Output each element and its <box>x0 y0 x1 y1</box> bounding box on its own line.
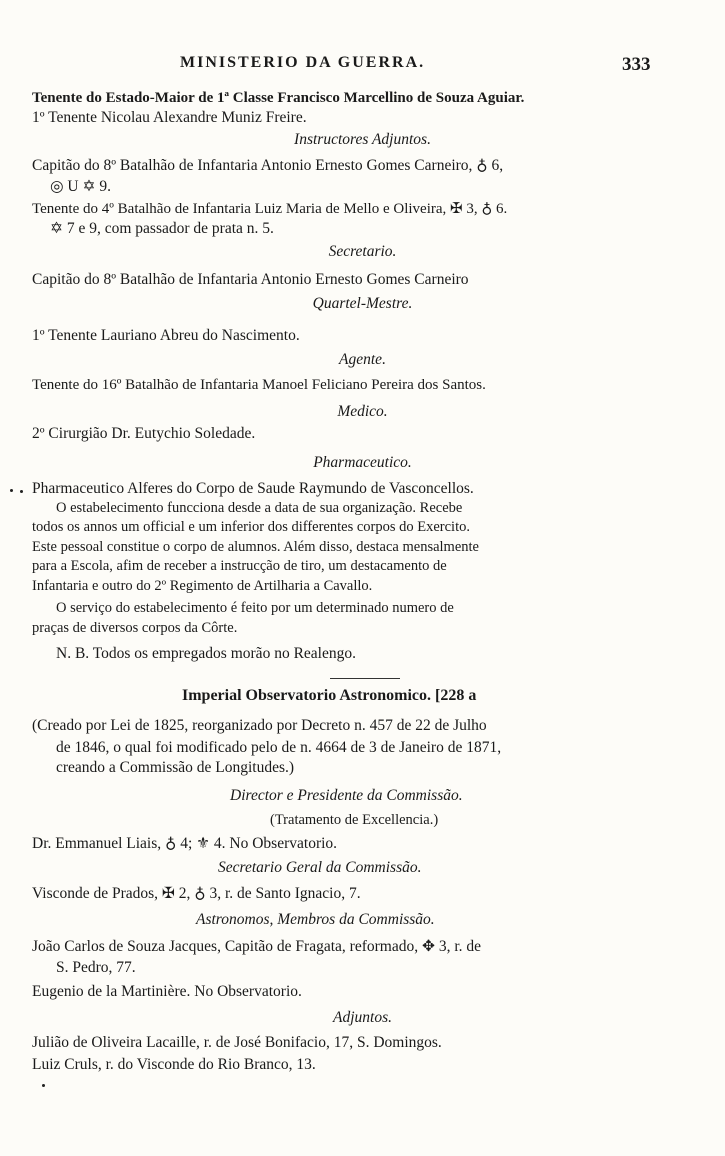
section-heading: Medico. <box>337 403 388 420</box>
section-heading: Adjuntos. <box>333 1009 392 1026</box>
ink-dot <box>20 490 23 493</box>
entry-text: de 1846, o qual foi modificado pelo de n. 4664 de 3 de Janeiro de 1871, <box>56 739 502 756</box>
entry-text: ✡ 7 e 9, com passador de prata n. 5. <box>50 220 274 237</box>
entry-text: S. Pedro, 77. <box>56 959 136 976</box>
page-number: 333 <box>622 54 651 75</box>
entry-text: Eugenio de la Martinière. No Observatorio. <box>32 983 302 1000</box>
section-heading: Instructores Adjuntos. <box>294 131 431 148</box>
section-heading: Director e Presidente da Commissão. <box>230 787 463 804</box>
paragraph-line: Este pessoal constitue o corpo de alumnos. Além disso, destaca mensalmente <box>32 539 479 555</box>
ink-dot <box>42 1084 45 1087</box>
nota-bene: N. B. Todos os empregados morão no Realengo. <box>56 645 356 662</box>
paragraph-line: todos os annos um official e um inferior dos differentes corpos do Exercito. <box>32 519 470 535</box>
entry-text: 2º Cirurgião Dr. Eutychio Soledade. <box>32 425 256 442</box>
section-heading: Secretario Geral da Commissão. <box>218 859 422 876</box>
entry-text: Luiz Cruls, r. do Visconde do Rio Branco, 13. <box>32 1056 316 1073</box>
section-heading: Astronomos, Membros da Commissão. <box>196 911 435 928</box>
entry-text: 1º Tenente Lauriano Abreu do Nascimento. <box>32 327 300 344</box>
ink-dot <box>10 489 13 492</box>
entry-text: 1º Tenente Nicolau Alexandre Muniz Freire. <box>32 109 307 126</box>
paragraph-line: O serviço do estabelecimento é feito por um determinado numero de <box>56 600 454 616</box>
entry-text: ◎ U ✡ 9. <box>50 178 111 195</box>
section-divider <box>330 678 400 679</box>
paragraph-line: O estabelecimento funcciona desde a data de sua organização. Recebe <box>56 500 463 516</box>
entry-text: Dr. Emmanuel Liais, ♁ 4; ⚜ 4. No Observatorio. <box>32 835 338 852</box>
running-head: MINISTERIO DA GUERRA. <box>180 54 426 71</box>
entry-text: creando a Commissão de Longitudes.) <box>56 759 295 776</box>
entry-text: Tenente do Estado-Maior de 1ª Classe Francisco Marcellino de Souza Aguiar. <box>32 90 525 106</box>
entry-text: Pharmaceutico Alferes do Corpo de Saude Raymundo de Vasconcellos. <box>32 480 474 497</box>
entry-text: Tenente do 4º Batalhão de Infantaria Luiz Maria de Mello e Oliveira, ✠ 3, ♁ 6. <box>32 201 508 217</box>
section-heading: Agente. <box>339 351 386 368</box>
entry-text: (Creado por Lei de 1825, reorganizado por Decreto n. 457 de 22 de Julho <box>32 717 487 734</box>
entry-text: Capitão do 8º Batalhão de Infantaria Antonio Ernesto Gomes Carneiro, ♁ 6, <box>32 157 504 174</box>
entry-text: Capitão do 8º Batalhão de Infantaria Antonio Ernesto Gomes Carneiro <box>32 271 469 288</box>
section-heading: Pharmaceutico. <box>313 454 412 471</box>
paragraph-line: praças de diversos corpos da Côrte. <box>32 620 238 636</box>
section-title: Imperial Observatorio Astronomico. [228 a <box>182 687 477 704</box>
paragraph-line: para a Escola, afim de receber a instrucção de tiro, um destacamento de <box>32 558 447 574</box>
section-heading: Quartel-Mestre. <box>312 295 413 312</box>
entry-text: Visconde de Prados, ✠ 2, ♁ 3, r. de Santo Ignacio, 7. <box>32 885 361 902</box>
entry-text: Tenente do 16º Batalhão de Infantaria Manoel Feliciano Pereira dos Santos. <box>32 377 486 393</box>
entry-text: (Tratamento de Excellencia.) <box>270 812 439 828</box>
entry-text: João Carlos de Souza Jacques, Capitão de Fragata, reformado, ✥ 3, r. de <box>32 938 482 955</box>
paragraph-line: Infantaria e outro do 2º Regimento de Artilharia a Cavallo. <box>32 578 373 594</box>
section-heading: Secretario. <box>328 243 397 260</box>
entry-text: Julião de Oliveira Lacaille, r. de José Bonifacio, 17, S. Domingos. <box>32 1034 442 1051</box>
